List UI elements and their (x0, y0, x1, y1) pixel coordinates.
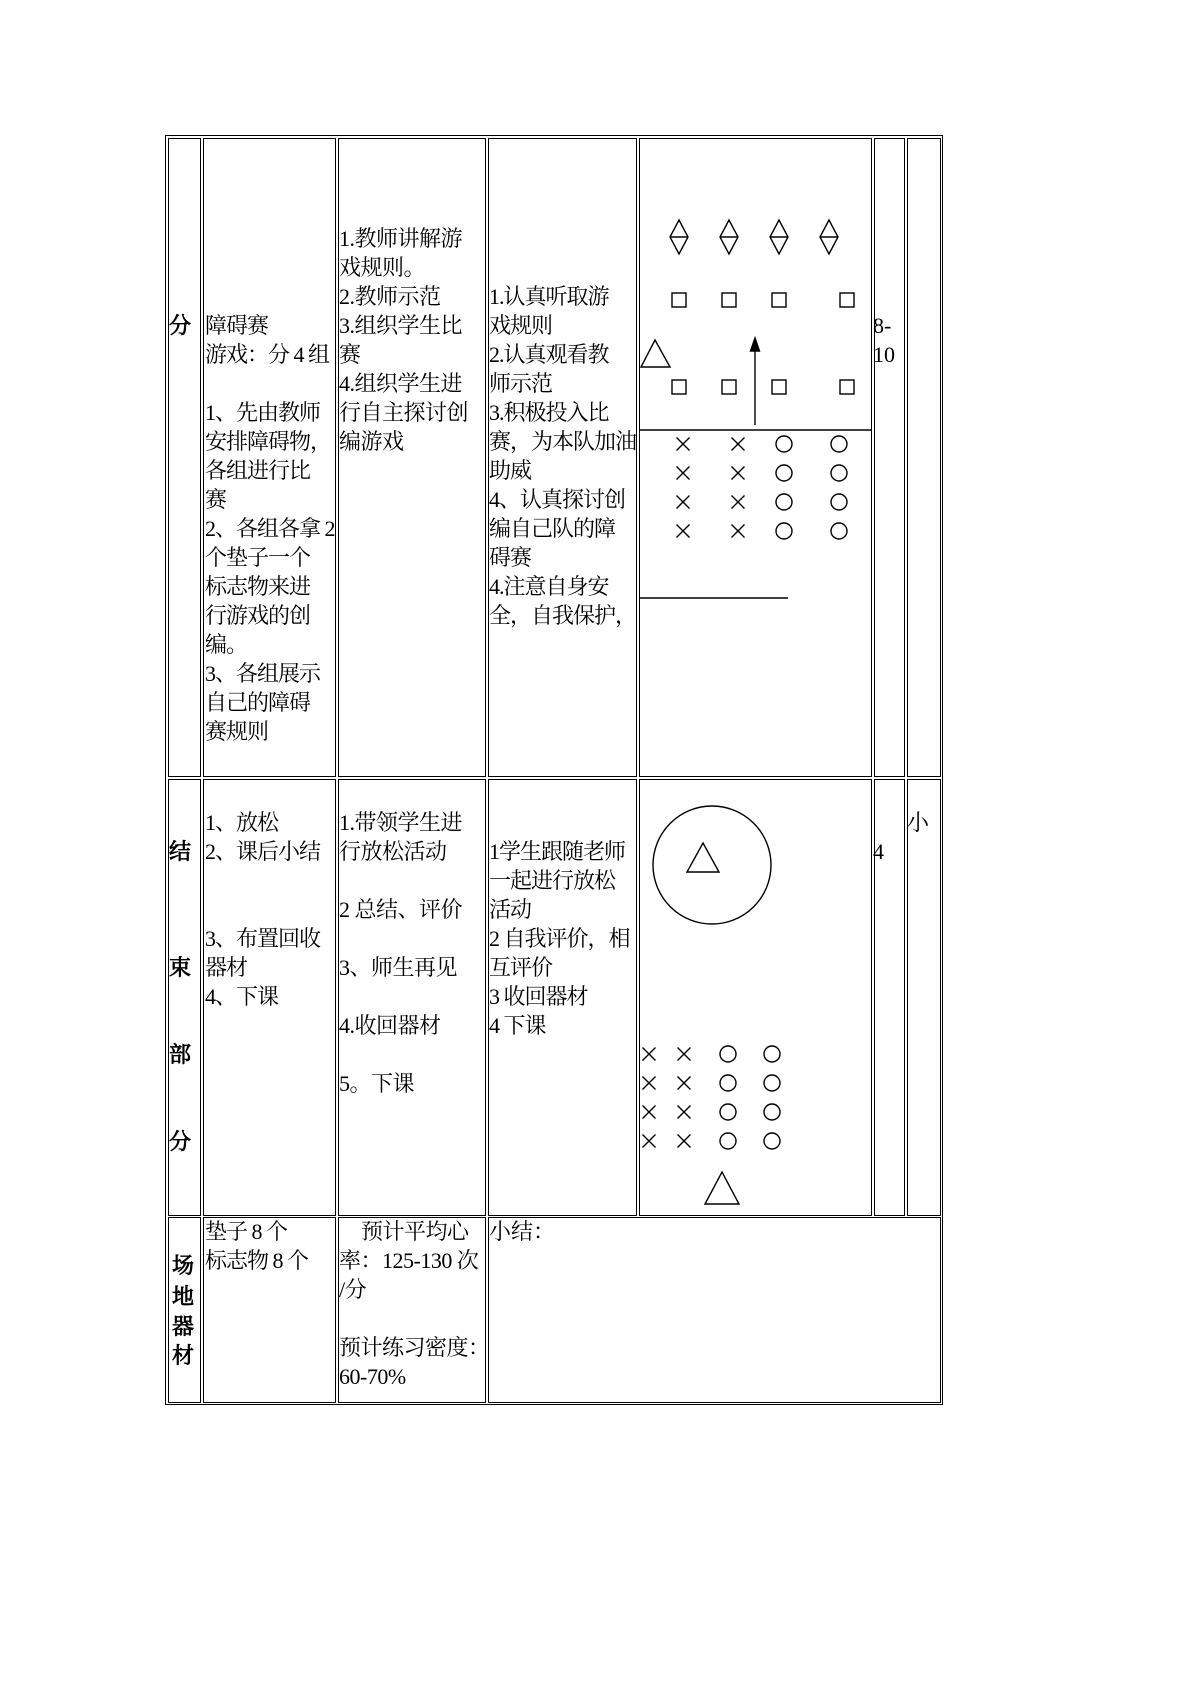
cell-content (203, 779, 336, 1216)
circle-icon (720, 1046, 736, 1062)
circle-icon (764, 1075, 780, 1091)
section-label-char: 分 (169, 1128, 192, 1154)
cell-intensity (907, 779, 941, 1216)
cell-teacher-activity (338, 138, 486, 777)
intensity-text: 小 (907, 809, 930, 835)
formation-diagram (640, 139, 871, 776)
cross-icon (678, 1106, 691, 1119)
cell-time (874, 138, 905, 777)
circle-area-icon (653, 806, 771, 924)
circle-icon (720, 1133, 736, 1149)
lesson-table (165, 135, 943, 1405)
cell-section-label (168, 779, 201, 1216)
cross-icon (732, 496, 745, 509)
content-text: 1、放松 2、课后小结 3、布置回收 器材 4、下课 (205, 809, 321, 1009)
diamond-icon (670, 220, 688, 254)
arrow-up-icon (751, 338, 760, 425)
cross-icon (732, 438, 745, 451)
circle-icon (831, 523, 847, 539)
circle-icon (764, 1104, 780, 1120)
formation-diagram (640, 780, 871, 1215)
section-label-char: 材 (172, 1342, 195, 1368)
triangle-icon (705, 1172, 739, 1204)
teacher-activity-text: 1.教师讲解游 戏规则。 2.教师示范 3.组织学生比 赛 4.组织学生进 行自主探讨创 编游戏 (339, 225, 469, 454)
cross-icon (643, 1106, 656, 1119)
diamond-icon (770, 220, 788, 254)
circle-icon (720, 1075, 736, 1091)
circle-icon (776, 523, 792, 539)
student-activity-text: 1.认真听取游 戏规则 2.认真观看教 师示范 3.积极投入比 赛，为本队加油 助威 4、认真探讨创 编自己队的障 碍赛 4.注意自身安 全，自我保护， (489, 283, 637, 628)
cell-diagram (639, 138, 872, 777)
time-text: 4 (873, 838, 884, 864)
cell-time (874, 779, 905, 1216)
cross-icon (677, 496, 690, 509)
section-label-char: 部 (169, 1041, 192, 1067)
circle-icon (776, 465, 792, 481)
diamond-icon (820, 220, 838, 254)
cross-icon (677, 438, 690, 451)
circle-icon (831, 465, 847, 481)
time-text: 8- 10 (873, 312, 895, 367)
cell-student-activity (488, 779, 637, 1216)
cell-diagram (639, 779, 872, 1216)
square-icon (722, 293, 736, 307)
cross-icon (677, 525, 690, 538)
summary-label: 小结： (489, 1218, 556, 1244)
circle-icon (720, 1104, 736, 1120)
circle-icon (764, 1046, 780, 1062)
square-icon (772, 380, 786, 394)
cross-icon (678, 1048, 691, 1061)
cross-icon (732, 525, 745, 538)
student-activity-text: 1学生跟随老师 一起进行放松 活动 2 自我评价，相 互评价 3 收回器材 4 下课 (489, 838, 630, 1038)
cell-intensity (907, 138, 941, 777)
section-label-char: 地 (172, 1283, 195, 1309)
section-label: 分 (169, 312, 192, 338)
square-icon (840, 380, 854, 394)
cell-teacher-activity (338, 779, 486, 1216)
cross-icon (732, 467, 745, 480)
diamond-icon (720, 220, 738, 254)
square-icon (722, 380, 736, 394)
square-icon (672, 380, 686, 394)
cross-icon (677, 467, 690, 480)
cell-section-label (168, 1217, 201, 1403)
circle-icon (776, 436, 792, 452)
triangle-icon (687, 843, 719, 872)
circle-icon (831, 494, 847, 510)
cross-icon (643, 1077, 656, 1090)
circle-icon (764, 1133, 780, 1149)
cross-icon (678, 1135, 691, 1148)
cell-load-estimate (338, 1217, 490, 1403)
cross-icon (678, 1077, 691, 1090)
square-icon (772, 293, 786, 307)
cross-icon (643, 1048, 656, 1061)
teacher-activity-text: 1.带领学生进 行放松活动 2 总结、评价 3、师生再见 4.收回器材 5。下课 (339, 809, 463, 1096)
circle-icon (831, 436, 847, 452)
section-label-char: 束 (169, 954, 192, 980)
section-label-char: 器 (172, 1313, 195, 1339)
square-icon (840, 293, 854, 307)
cell-student-activity (488, 138, 637, 777)
load-estimate-text: 预计平均心 率：125-130 次 /分 预计练习密度： 60-70% (339, 1218, 490, 1389)
cross-icon (643, 1135, 656, 1148)
cell-summary (488, 1217, 941, 1403)
circle-icon (776, 494, 792, 510)
cell-section-label (168, 138, 201, 777)
section-label-char: 结 (169, 838, 192, 864)
section-label-char: 场 (172, 1252, 195, 1278)
cell-content (203, 138, 336, 777)
cell-equipment (203, 1217, 336, 1403)
content-text: 障碍赛 游戏：分 4 组 1、先由教师 安排障碍物， 各组进行比 赛 2、各组各拿 2 个垫子一个 标志物来进 行游戏的创 编。 3、各组展示 自己的障碍 赛规则 (205, 312, 335, 744)
equipment-text: 垫子 8 个 标志物 8 个 (205, 1218, 309, 1273)
square-icon (672, 293, 686, 307)
triangle-icon (641, 340, 670, 367)
